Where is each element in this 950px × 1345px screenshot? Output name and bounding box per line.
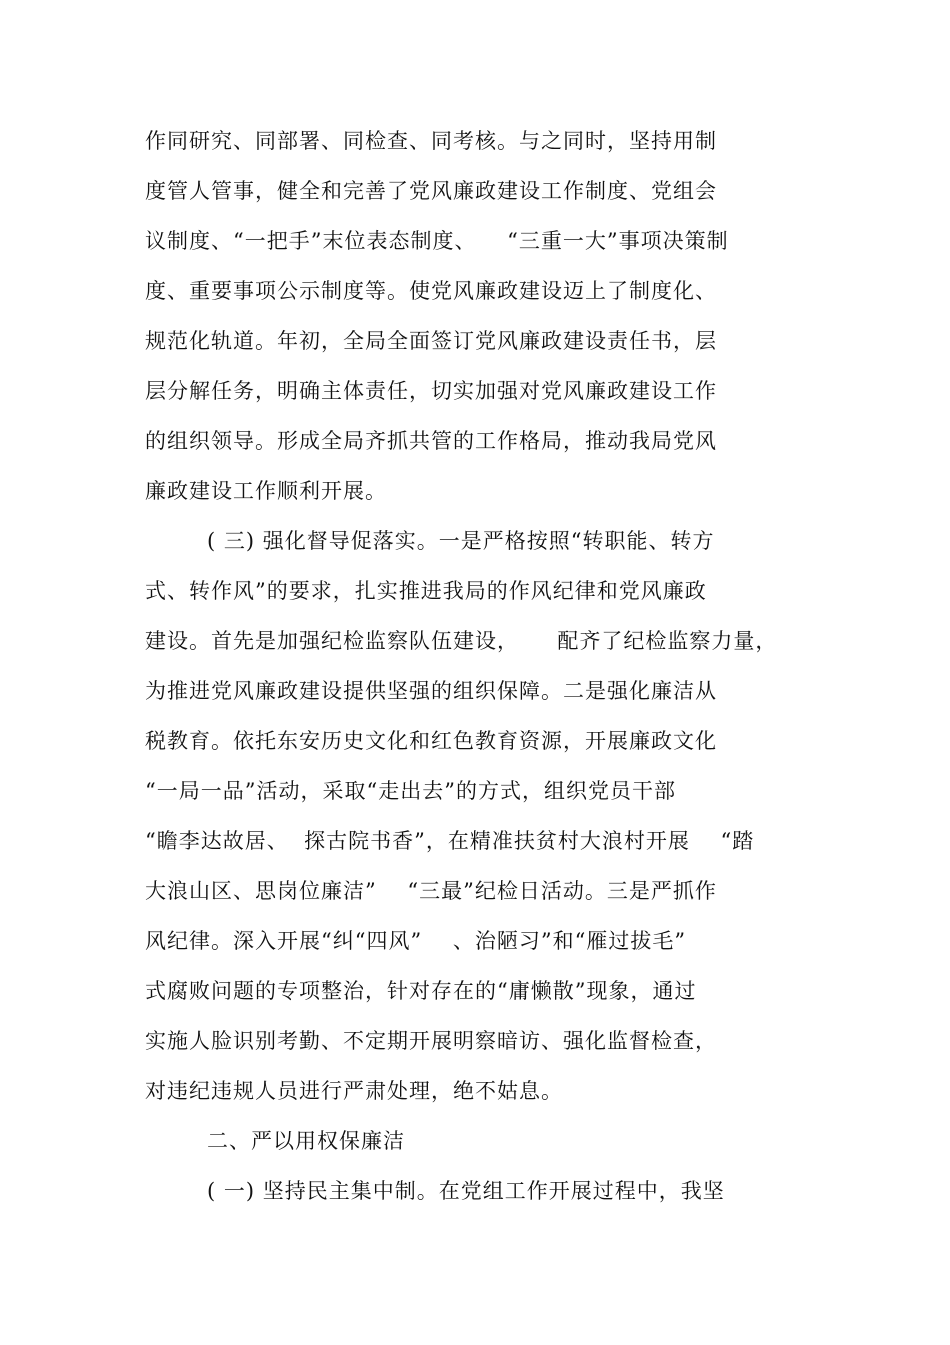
body-text-line: 层分解任务，明确主体责任，切实加强对党风廉政建设工作	[145, 379, 717, 403]
body-text-line: 式、转作风”的要求，扎实推进我局的作风纪律和党风廉政	[145, 579, 707, 603]
body-text-line: 为推进党风廉政建设提供坚强的组织保障。二是强化廉洁从	[145, 679, 717, 703]
body-text-line: 度、重要事项公示制度等。使党风廉政建设迈上了制度化、	[145, 279, 717, 303]
body-text-line: 实施人脸识别考勤、不定期开展明察暗访、强化监督检查，	[145, 1029, 717, 1053]
body-text-line: 税教育。依托东安历史文化和红色教育资源，开展廉政文化	[145, 729, 717, 753]
body-text-line: 作同研究、同部署、同检查、同考核。与之同时，坚持用制	[145, 129, 717, 153]
body-text-line: 对违纪违规人员进行严肃处理，绝不姑息。	[145, 1079, 563, 1103]
paragraph-heading-line: ( 三) 强化督导促落实。一是严格按照“转职能、转方	[207, 529, 715, 553]
body-text-line: “一局一品”活动，采取“走出去”的方式，组织党员干部	[145, 779, 676, 803]
body-text-line: 建设。首先是加强纪检监察队伍建设， 配齐了纪检监察力量，	[145, 629, 778, 653]
body-text-line: 议制度、“一把手”末位表态制度、 “三重一大”事项决策制	[145, 229, 729, 253]
paragraph-heading-line: ( 一) 坚持民主集中制。在党组工作开展过程中，我坚	[207, 1179, 725, 1203]
body-text-line: 的组织领导。形成全局齐抓共管的工作格局，推动我局党风	[145, 429, 717, 453]
body-text-line: “瞻李达故居、 探古院书香”，在精准扶贫村大浪村开展 “踏	[145, 829, 755, 853]
body-text-line: 风纪律。深入开展“纠“四风” 、治陋习”和“雁过拔毛”	[145, 929, 687, 953]
body-text-line: 廉政建设工作顺利开展。	[145, 479, 387, 503]
body-text-line: 度管人管事，健全和完善了党风廉政建设工作制度、党组会	[145, 179, 717, 203]
section-heading: 二、严以用权保廉洁	[207, 1129, 405, 1153]
body-text-line: 规范化轨道。年初，全局全面签订党风廉政建设责任书，层	[145, 329, 717, 353]
body-text-line: 大浪山区、思岗位廉洁” “三最”纪检日活动。三是严抓作	[145, 879, 717, 903]
body-text-line: 式腐败问题的专项整治，针对存在的“庸懒散”现象，通过	[145, 979, 697, 1003]
